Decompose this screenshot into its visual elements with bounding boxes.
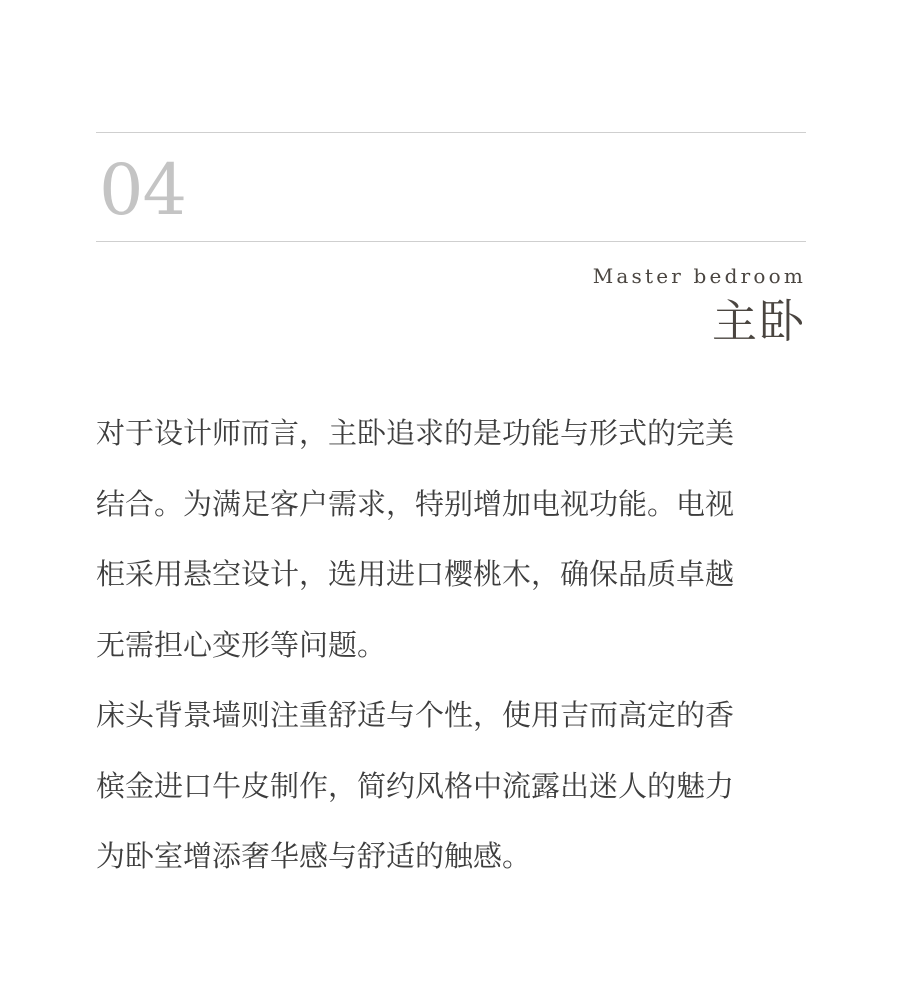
body-line: 为卧室增添奢华感与舒适的触感。 xyxy=(96,839,532,873)
section-subtitle-english: Master bedroom xyxy=(592,264,806,288)
top-divider xyxy=(96,132,806,133)
body-line: 槟金进口牛皮制作，简约风格中流露出迷人的魅力 xyxy=(96,768,735,803)
section-title-chinese: 主卧 xyxy=(711,295,806,348)
bottom-divider xyxy=(96,241,806,242)
body-line: 结合。为满足客户需求，特别增加电视功能。电视 xyxy=(96,486,735,521)
body-line: 对于设计师而言，主卧追求的是功能与形式的完美 xyxy=(96,416,735,450)
body-paragraphs xyxy=(96,398,808,892)
section-number: 04 xyxy=(99,149,187,231)
body-line: 床头背景墙则注重舒适与个性，使用吉而高定的香 xyxy=(96,698,735,732)
body-line: 柜采用悬空设计，选用进口樱桃木，确保品质卓越 xyxy=(96,557,735,591)
body-line: 无需担心变形等问题。 xyxy=(96,627,387,662)
